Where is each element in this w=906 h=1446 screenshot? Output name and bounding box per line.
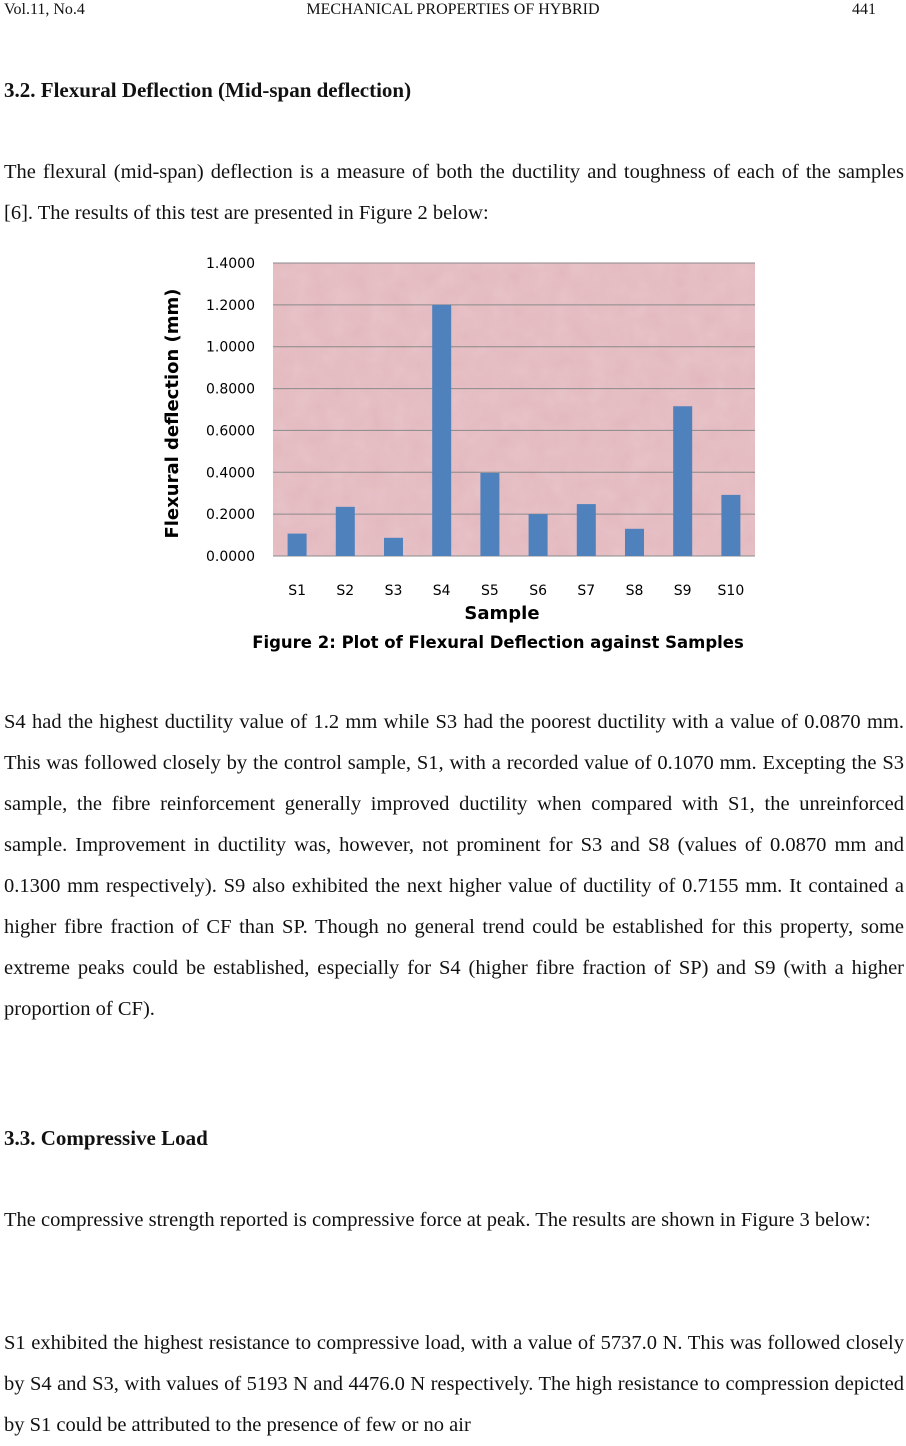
y-axis-label: Flexural deflection (mm) <box>162 288 183 539</box>
x-tick-label: S2 <box>336 583 355 599</box>
y-tick-label: 0.4000 <box>206 465 255 482</box>
y-tick-label: 0.8000 <box>206 381 255 398</box>
x-tick-label: S3 <box>384 583 403 599</box>
page-number: 441 <box>852 1 876 18</box>
flexural-intro-paragraph: The flexural (mid-span) deflection is a measure of both the ductility and toughness of each of the samples [6]. The results of this test are presented in Figure 2 below: <box>4 161 904 224</box>
bar-s4 <box>432 305 451 556</box>
x-tick-label: S4 <box>432 583 451 599</box>
journal-volume: Vol.11, No.4 <box>4 1 85 18</box>
x-tick-label: S1 <box>288 583 306 599</box>
y-tick-label: 1.0000 <box>206 339 255 356</box>
x-tick-label: S6 <box>529 583 547 599</box>
bar-s1 <box>288 534 307 556</box>
compressive-discussion-paragraph: S1 exhibited the highest resistance to compressive load, with a value of 5737.0 N. This was followed closely by S4 and S3, with values of 5193 N and 4476.0 N respectively. The high resistance to compression depicted by S1 could be attributed to the presence of few or no air <box>4 1332 904 1436</box>
bar-s6 <box>529 514 548 556</box>
y-axis-ticks <box>206 256 255 565</box>
x-tick-label: S8 <box>625 583 644 599</box>
x-axis-ticks <box>288 583 744 599</box>
bar-s5 <box>480 473 499 556</box>
bar-s2 <box>336 507 355 556</box>
section-heading-compressive-load: 3.3. Compressive Load <box>4 1126 208 1150</box>
bar-s8 <box>625 529 644 556</box>
running-title: MECHANICAL PROPERTIES OF HYBRID <box>306 1 600 18</box>
bar-s7 <box>577 504 596 556</box>
x-tick-label: S9 <box>673 583 692 599</box>
flexural-discussion-paragraph: S4 had the highest ductility value of 1.2 mm while S3 had the poorest ductility with a value of 0.0870 mm. This was followed closely by the control sample, S1, with a recorded value of 0.1070 mm. Excepting the S3 sample, the fibre reinforcement generally improved ductility when compared with S1, the unreinforced sample. Improvement in ductility was, however, not prominent for S3 and S8 (values of 0.0870 mm and 0.1300 mm respectively). S9 also exhibited the next higher value of ductility of 0.7155 mm. It contained a higher fibre fraction of CF than SP. Though no general trend could be established for this property, some extreme peaks could be established, especially for S4 (higher fibre fraction of SP) and S9 (with a higher proportion of CF). <box>4 711 904 1020</box>
running-header <box>4 0 902 22</box>
y-tick-label: 1.4000 <box>206 256 255 272</box>
y-tick-label: 0.0000 <box>206 549 255 565</box>
x-tick-label: S5 <box>481 583 499 599</box>
bar-s9 <box>673 406 692 556</box>
x-axis-label: Sample <box>464 603 540 624</box>
x-tick-label: S7 <box>577 583 596 599</box>
x-tick-label: S10 <box>717 583 745 599</box>
figure-caption: Figure 2: Plot of Flexural Deflection against Samples <box>252 633 744 652</box>
section-heading-flexural-deflection: 3.2. Flexural Deflection (Mid-span deflection) <box>4 78 412 102</box>
y-tick-label: 0.6000 <box>206 423 255 440</box>
bar-s3 <box>384 538 403 556</box>
y-tick-label: 1.2000 <box>206 297 255 314</box>
y-tick-label: 0.2000 <box>206 507 255 524</box>
bar-s10 <box>721 495 740 556</box>
flexural-deflection-chart <box>150 248 770 658</box>
compressive-intro-paragraph: The compressive strength reported is compressive force at peak. The results are shown in Figure 3 below: <box>4 1209 871 1231</box>
